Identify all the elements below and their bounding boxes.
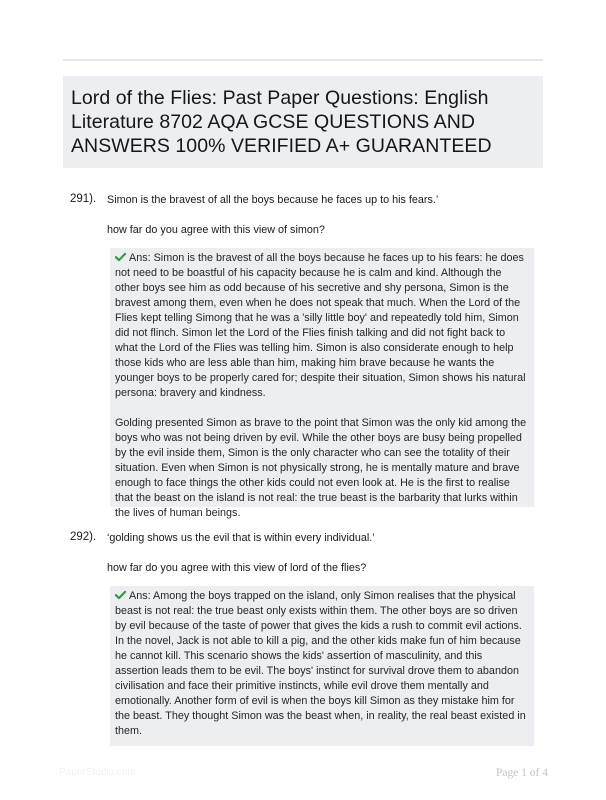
title-banner — [63, 76, 543, 168]
document-title: Lord of the Flies: Past Paper Questions: English Literature 8702 AQA GCSE QUESTIONS AND ANSWERS 100% VERIFIED A+ GUARANTEED — [71, 87, 492, 157]
footer-watermark: PaperStudio.com — [59, 767, 136, 778]
answer-paragraph — [115, 589, 527, 739]
page-number: Page 1 of 4 — [495, 767, 548, 779]
question-number: 292). — [70, 531, 97, 543]
answer-paragraph: Golding presented Simon as brave to the point that Simon was the only kid among the boys who was not being driven by evil. While the other boys are busy being propelled by the evil inside them, Simon is the only character who can see the totality of their situation. Even when Simon is not physically strong, he is mentally mature and brave enough to face things the other kids could not even look at. He is the first to realise that the beast on the island is not real: the true beast is the barbarity that lurks within the lives of human beings. — [115, 417, 527, 519]
question-subprompt: how far do you agree with this view of lord of the flies? — [107, 562, 367, 574]
question-subprompt: how far do you agree with this view of simon? — [107, 224, 325, 236]
answer-paragraph — [115, 251, 527, 401]
question-number: 291). — [70, 193, 97, 205]
answer-box — [110, 586, 534, 746]
answer-text: Ans: Among the boys trapped on the island, only Simon realises that the physical beast is not real: the true beast only exists within them. The other boys are so driven by evil because of the taste of power that gives the kids a rush to commit evil actions. In the novel, Jack is not able to kill a pig, and the other kids make fun of him because he cannot kill. This scenario shows the kids' assertion of masculinity, and this assertion leads them to be evil. The boys' instinct for survival drove them to abandon civilisation and face their primitive instincts, while evil drove them mentally and emotionally. Another form of evil is when the boys kill Simon as they mistake him for the beast. They thought Simon was the beast when, in reality, the real beast existed in them. — [115, 590, 526, 737]
question-prompt: ‘golding shows us the evil that is within every individual.’ — [107, 532, 375, 544]
question-prompt: Simon is the bravest of all the boys because he faces up to his fears.’ — [107, 194, 439, 206]
top-divider — [63, 59, 543, 61]
answer-box — [110, 248, 534, 519]
answer-text: Ans: Simon is the bravest of all the boys because he faces up to his fears: he does not need to be boastful of his capacity because he is calm and kind. Although the other boys see him as odd because of his secretive and shy persona, Simon is the bravest among them, even when he does not speak that much. When the Lord of the Flies kept telling Simong that he was a 'silly little boy' and repeatedly told him, Simon did not flinch. Simon let the Lord of the Flies finish talking and did not fight back to what the Lord of the Flies was telling him. Simon is also considerate enough to help those kids who are less able than him, making him brave because he wants the younger boys to be properly cared for; despite their situation, Simon shows his natural persona: bravery and kindness. — [115, 252, 526, 399]
checkmark-icon — [115, 252, 126, 262]
checkmark-icon — [115, 590, 126, 600]
